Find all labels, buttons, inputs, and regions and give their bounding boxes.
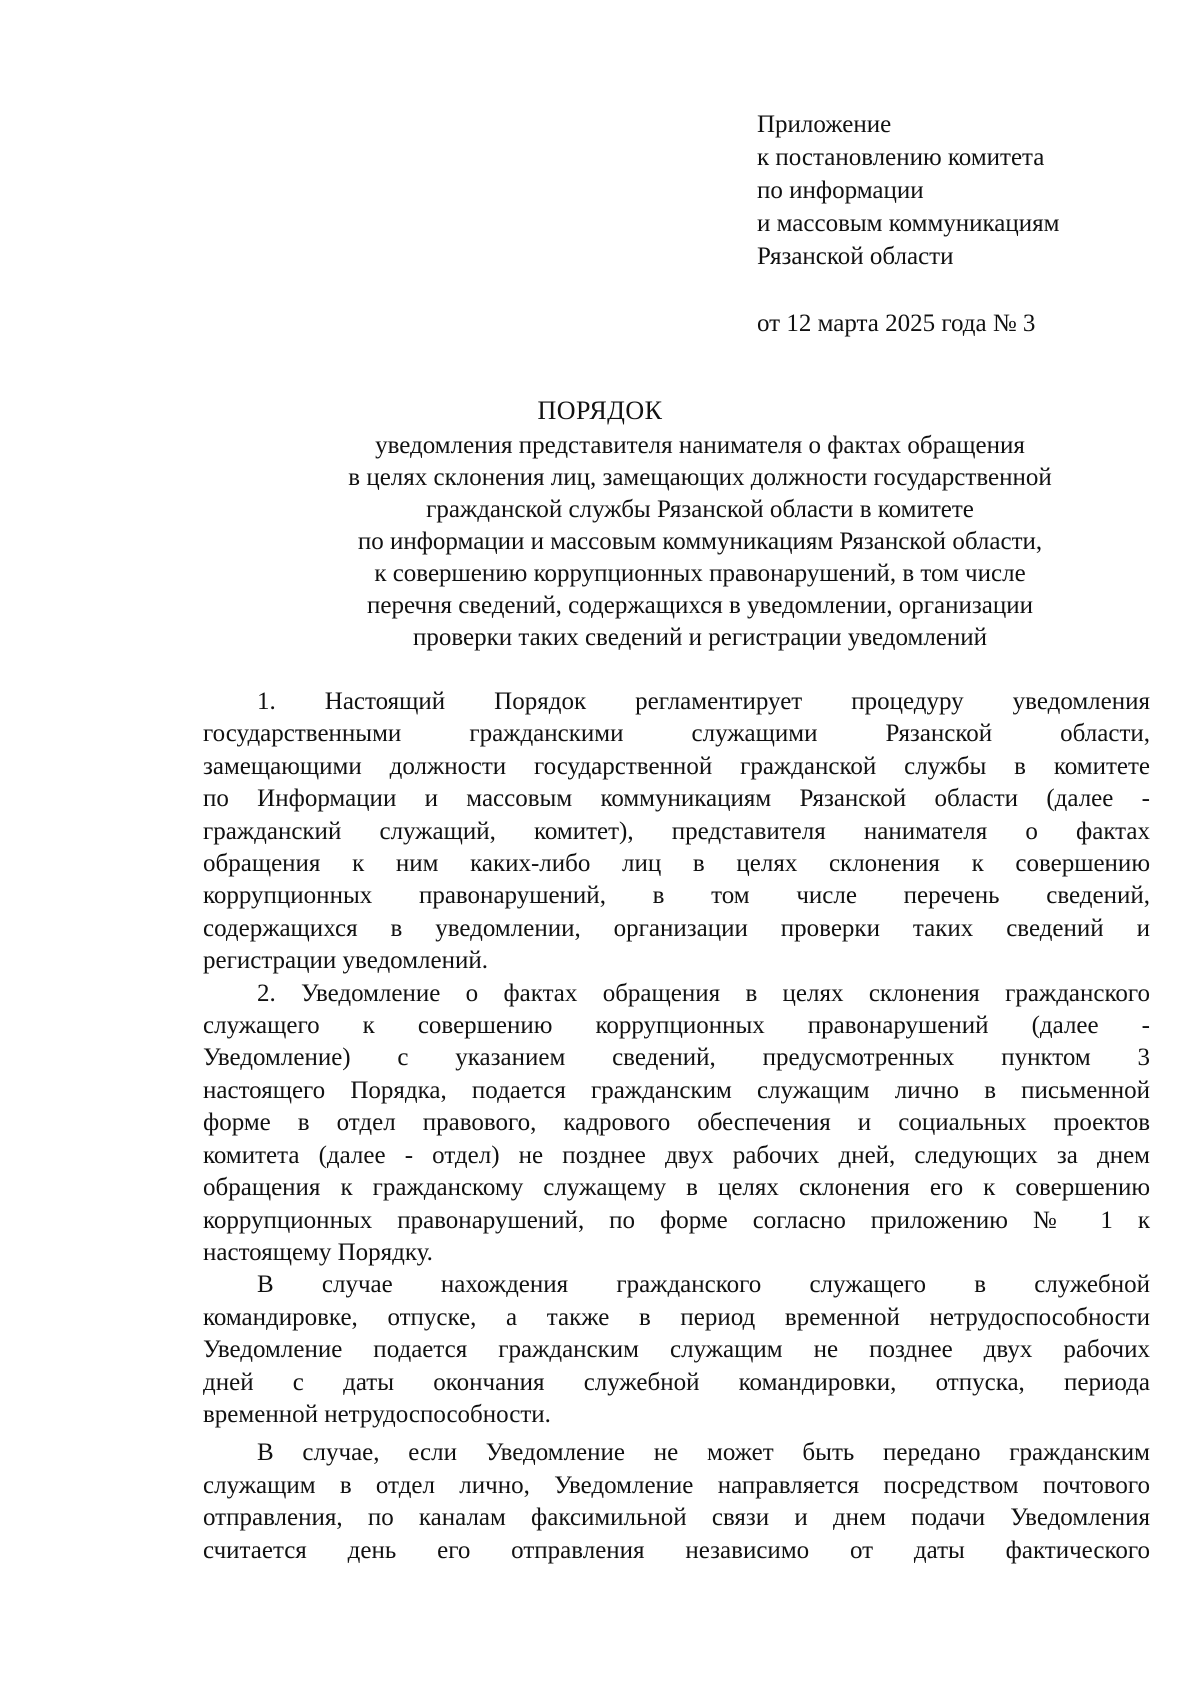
text-line: дней с даты окончания служебной командировки, отпуска, периода [203, 1368, 1150, 1396]
text-line: В случае, если Уведомление не может быть передано гражданским [257, 1439, 1150, 1467]
text-line: служащего к совершению коррупционных правонарушений (далее - [203, 1012, 1150, 1040]
paragraph-1 [203, 686, 1150, 978]
text-line: коррупционных правонарушений, по форме согласно приложению № 1 к [203, 1206, 1150, 1234]
text-line: настоящего Порядка, подается гражданским служащим лично в письменной [203, 1076, 1150, 1104]
document-subtitle [200, 430, 1200, 654]
subtitle-line: перечня сведений, содержащихся в уведомлении, организации [367, 592, 1033, 619]
appendix-line: Приложение [757, 111, 892, 138]
text-line: комитета (далее - отдел) не позднее двух рабочих дней, следующих за днем [203, 1141, 1150, 1169]
text-line: Уведомление) с указанием сведений, предусмотренных пунктом 3 [203, 1044, 1150, 1072]
text-line: гражданский служащий, комитет), представителя нанимателя о фактах [203, 817, 1150, 845]
subtitle-line: к совершению коррупционных правонарушений, в том числе [374, 560, 1026, 587]
text-line: замещающими должности государственной гражданской службы в комитете [203, 752, 1150, 780]
subtitle-line: уведомления представителя нанимателя о фактах обращения [375, 432, 1025, 459]
paragraph-3 [203, 1269, 1150, 1431]
text-line: отправления, по каналам факсимильной связи и днем подачи Уведомления [203, 1504, 1150, 1532]
text-line: считается день его отправления независимо от даты фактического [203, 1536, 1150, 1564]
text-line: по Информации и массовым коммуникациям Рязанской области (далее - [203, 785, 1150, 813]
paragraph-4 [203, 1437, 1150, 1567]
text-line: коррупционных правонарушений, в том числе перечень сведений, [203, 882, 1150, 910]
text-line: В случае нахождения гражданского служащего в служебной [257, 1271, 1150, 1299]
document-title: ПОРЯДОК [537, 396, 663, 425]
text-line: временной нетрудоспособности. [203, 1400, 551, 1428]
text-line: обращения к гражданскому служащему в целях склонения его к совершению [203, 1174, 1150, 1202]
appendix-date: от 12 марта 2025 года № 3 [757, 310, 1036, 337]
text-line: форме в отдел правового, кадрового обеспечения и социальных проектов [203, 1109, 1150, 1137]
appendix-line: к постановлению комитета [757, 144, 1045, 171]
text-line: служащим в отдел лично, Уведомление направляется посредством почтового [203, 1471, 1150, 1499]
appendix-line: по информации [757, 177, 924, 204]
subtitle-line: гражданской службы Рязанской области в комитете [426, 496, 974, 523]
appendix-line: Рязанской области [757, 243, 954, 270]
text-line: 1. Настоящий Порядок регламентирует процедуру уведомления [257, 688, 1150, 715]
text-line: Уведомление подается гражданским служащим не позднее двух рабочих [203, 1336, 1150, 1364]
text-line: командировке, отпуске, а также в период временной нетрудоспособности [203, 1303, 1150, 1331]
text-line: государственными гражданскими служащими Рязанской области, [203, 720, 1150, 748]
document-body [203, 686, 1150, 1567]
text-line: содержащихся в уведомлении, организации проверки таких сведений и [203, 914, 1150, 942]
subtitle-line: проверки таких сведений и регистрации уведомлений [412, 624, 988, 651]
appendix-line: и массовым коммуникациям [757, 210, 1060, 237]
subtitle-line: по информации и массовым коммуникациям Рязанской области, [357, 528, 1043, 555]
text-line: настоящему Порядку. [203, 1238, 433, 1266]
text-line: 2. Уведомление о фактах обращения в целях склонения гражданского [257, 979, 1150, 1007]
text-line: обращения к ним каких-либо лиц в целях склонения к совершению [203, 850, 1150, 878]
text-line: регистрации уведомлений. [203, 947, 488, 975]
paragraph-2 [203, 978, 1150, 1270]
subtitle-line: в целях склонения лиц, замещающих должности государственной [348, 464, 1052, 491]
appendix-block [757, 108, 1177, 340]
